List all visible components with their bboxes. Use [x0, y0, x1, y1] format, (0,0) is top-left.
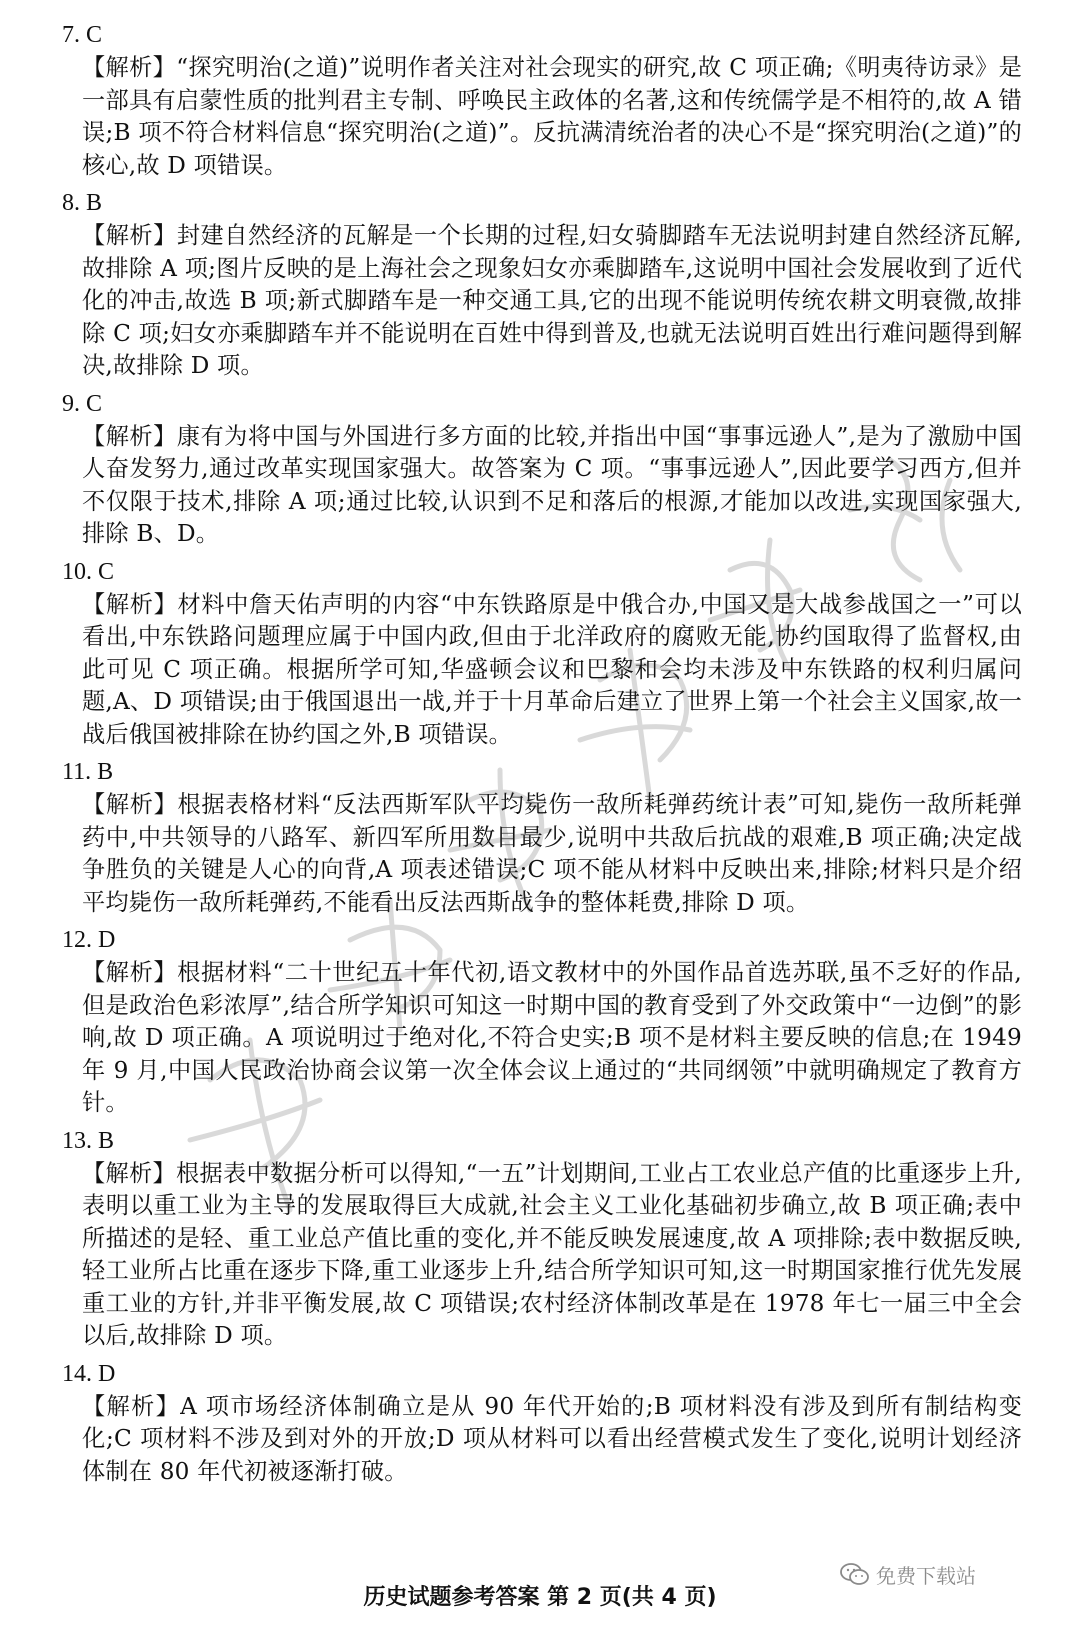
answer-item-13 [62, 1124, 1022, 1353]
answer-item-8 [62, 186, 1022, 383]
analysis-text: 【解析】材料中詹天佑声明的内容“中东铁路原是中俄合办,中国又是大战参战国之一”可以看出,中东铁路问题理应属于中国内政,但由于北洋政府的腐败无能,协约国取得了监督权,由此可见 C 项正确。根据所学可知,华盛顿会议和巴黎和会均未涉及中东铁路的权利归属问题,A、D 项错误;由于俄国退出一战,并于十月革命后建立了世界上第一个社会主义国家,故一战后俄国被排除在协约国之外,B 项错误。 [82, 590, 1022, 748]
question-number: 14. D [62, 1360, 116, 1387]
question-number: 10. C [62, 558, 115, 585]
page-footer: 历史试题参考答案 第 2 页(共 4 页) [363, 1585, 717, 1610]
analysis-text: 【解析】根据材料“二十世纪五十年代初,语文教材中的外国作品首选苏联,虽不乏好的作品,但是政治色彩浓厚”,结合所学知识可知这一时期中国的教育受到了外交政策中“一边倒”的影响,故 D 项正确。A 项说明过于绝对化,不符合史实;B 项不是材料主要反映的信息;在 1949 年 9 月,中国人民政治协商会议第一次全体会议上通过的“共同纲领”中就明确规定了教育方针。 [82, 959, 1022, 1116]
answer-item-14 [62, 1357, 1022, 1489]
answer-content [62, 18, 1022, 1492]
answer-item-11 [62, 755, 1022, 919]
answer-item-12 [62, 923, 1022, 1120]
analysis-text: 【解析】“探究明治(之道)”说明作者关注对社会现实的研究,故 C 项正确;《明夷待访录》是一部具有启蒙性质的批判君主专制、呼唤民主政体的名著,这和传统儒学是不相符的,故 A 错误;B 项不符合材料信息“探究明治(之道)”。反抗满清统治者的决心不是“探究明治(之道)”的核心,故 D 项错误。 [82, 54, 1022, 179]
question-number: 13. B [62, 1127, 115, 1154]
analysis-text: 【解析】A 项市场经济体制确立是从 90 年代开始的;B 项材料没有涉及到所有制结构变化;C 项材料不涉及到对外的开放;D 项从材料可以看出经营模式发生了变化,说明计划经济体制在 80 年代初被逐渐打破。 [82, 1392, 1022, 1485]
analysis-text: 【解析】根据表中数据分析可以得知,“一五”计划期间,工业占工农业总产值的比重逐步上升,表明以重工业为主导的发展取得巨大成就,社会主义工业化基础初步确立,故 B 项正确;表中所描述的是轻、重工业总产值比重的变化,并不能反映发展速度,故 A 项排除;表中数据反映,轻工业所占比重在逐步下降,重工业逐步上升,结合所学知识可知,这一时期国家推行优先发展重工业的方针,并非平衡发展,故 C 项错误;农村经济体制改革是在 1978 年七一届三中全会以后,故排除 D 项。 [82, 1159, 1022, 1349]
answer-item-9 [62, 387, 1022, 551]
question-number: 7. C [62, 22, 103, 48]
answer-item-10 [62, 555, 1022, 752]
question-number: 8. B [62, 190, 103, 216]
analysis-text: 【解析】根据表格材料“反法西斯军队平均毙伤一敌所耗弹药统计表”可知,毙伤一敌所耗弹药中,中共领导的八路军、新四军所用数目最少,说明中共敌后抗战的艰难,B 项正确;决定战争胜负的关键是人心的向背,A 项表述错误;C 项不能从材料中反映出来,排除;材料只是介绍平均毙伤一敌所耗弹药,不能看出反法西斯战争的整体耗费,排除 D 项。 [82, 791, 1022, 916]
question-number: 11. B [62, 759, 114, 785]
answer-item-7 [62, 18, 1022, 182]
question-number: 12. D [62, 927, 116, 953]
brand-text: 免费下载站 [876, 1564, 976, 1588]
analysis-text: 【解析】封建自然经济的瓦解是一个长期的过程,妇女骑脚踏车无法说明封建自然经济瓦解,故排除 A 项;图片反映的是上海社会之现象妇女亦乘脚踏车,这说明中国社会发展收到了近代化的冲击,故选 B 项;新式脚踏车是一种交通工具,它的出现不能说明传统农耕文明衰微,故排除 C 项;妇女亦乘脚踏车并不能说明在百姓中得到普及,也就无法说明百姓出行难问题得到解决,故排除 D 项。 [82, 222, 1022, 379]
question-number: 9. C [62, 390, 103, 417]
analysis-text: 【解析】康有为将中国与外国进行多方面的比较,并指出中国“事事远逊人”,是为了激励中国人奋发努力,通过改革实现国家强大。故答案为 C 项。“事事远逊人”,因此要学习西方,但并不仅限于技术,排除 A 项;通过比较,认识到不足和落后的根源,才能加以改进,实现国家强大,排除 B、D。 [82, 422, 1022, 547]
